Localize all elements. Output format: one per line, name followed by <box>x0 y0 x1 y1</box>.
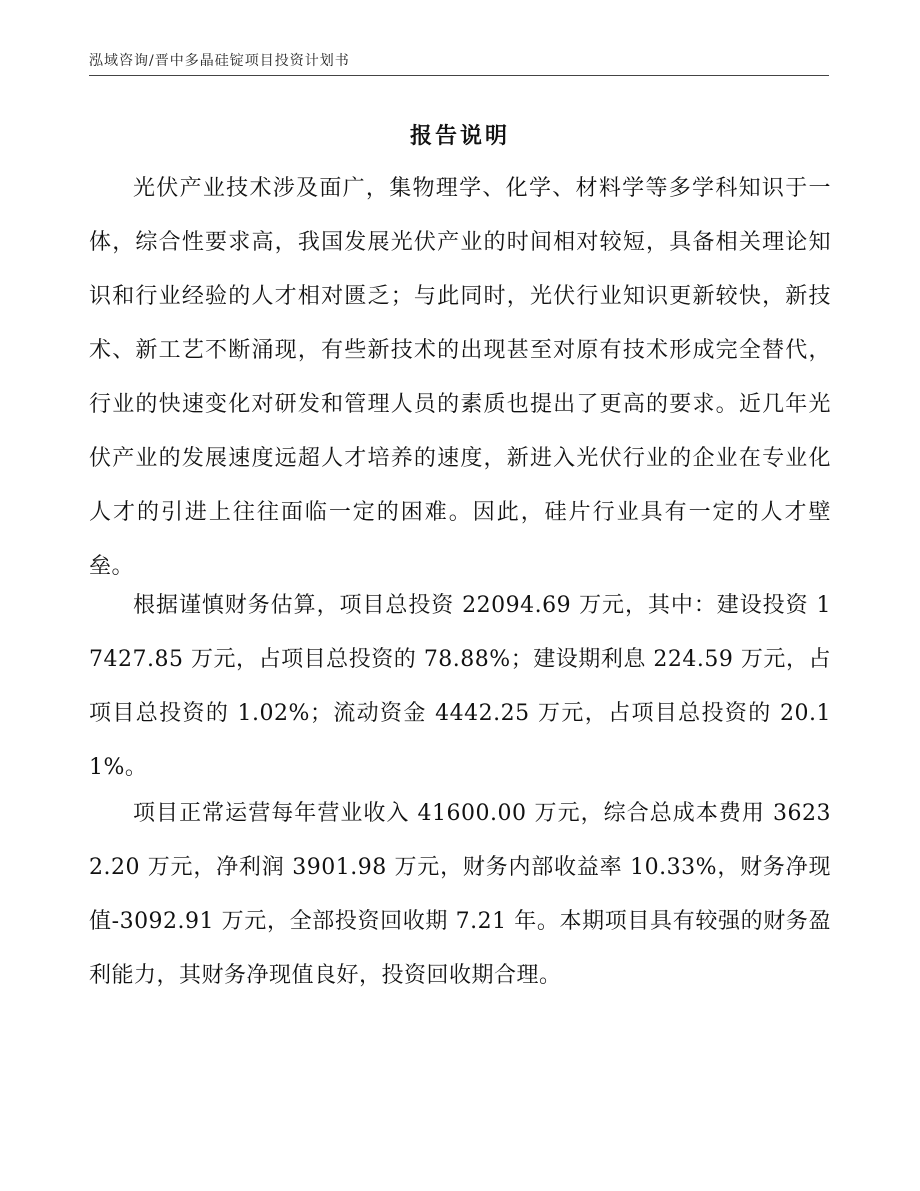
running-header: 泓域咨询/晋中多晶硅锭项目投资计划书 <box>89 50 829 76</box>
paragraph-investment-estimate: 根据谨慎财务估算，项目总投资 22094.69 万元，其中：建设投资 17427.85 万元，占项目总投资的 78.88%；建设期利息 224.59 万元，占项目总投资的 1.02%；流动资金 4442.25 万元，占项目总投资的 20.11%。 <box>89 593 831 780</box>
report-title: 报告说明 <box>409 123 510 149</box>
paragraph-industry-talent: 光伏产业技术涉及面广，集物理学、化学、材料学等多学科知识于一体，综合性要求高，我国发展光伏产业的时间相对较短，具备相关理论知识和行业经验的人才相对匮乏；与此同时，光伏行业知识更新较快，新技术、新工艺不断涌现，有些新技术的出现甚至对原有技术形成完全替代，行业的快速变化对研发和管理人员的素质也提出了更高的要求。近几年光伏产业的发展速度远超人才培养的速度，新进入光伏行业的企业在专业化人才的引进上往往面临一定的困难。因此，硅片行业具有一定的人才壁垒。 <box>89 176 831 579</box>
paragraph-financial-returns: 项目正常运营每年营业收入 41600.00 万元，综合总成本费用 36232.20 万元，净利润 3901.98 万元，财务内部收益率 10.33%，财务净现值-3092.91 万元，全部投资回收期 7.21 年。本期项目具有较强的财务盈利能力，其财务净现值良好，投资回收期合理。 <box>89 801 831 988</box>
